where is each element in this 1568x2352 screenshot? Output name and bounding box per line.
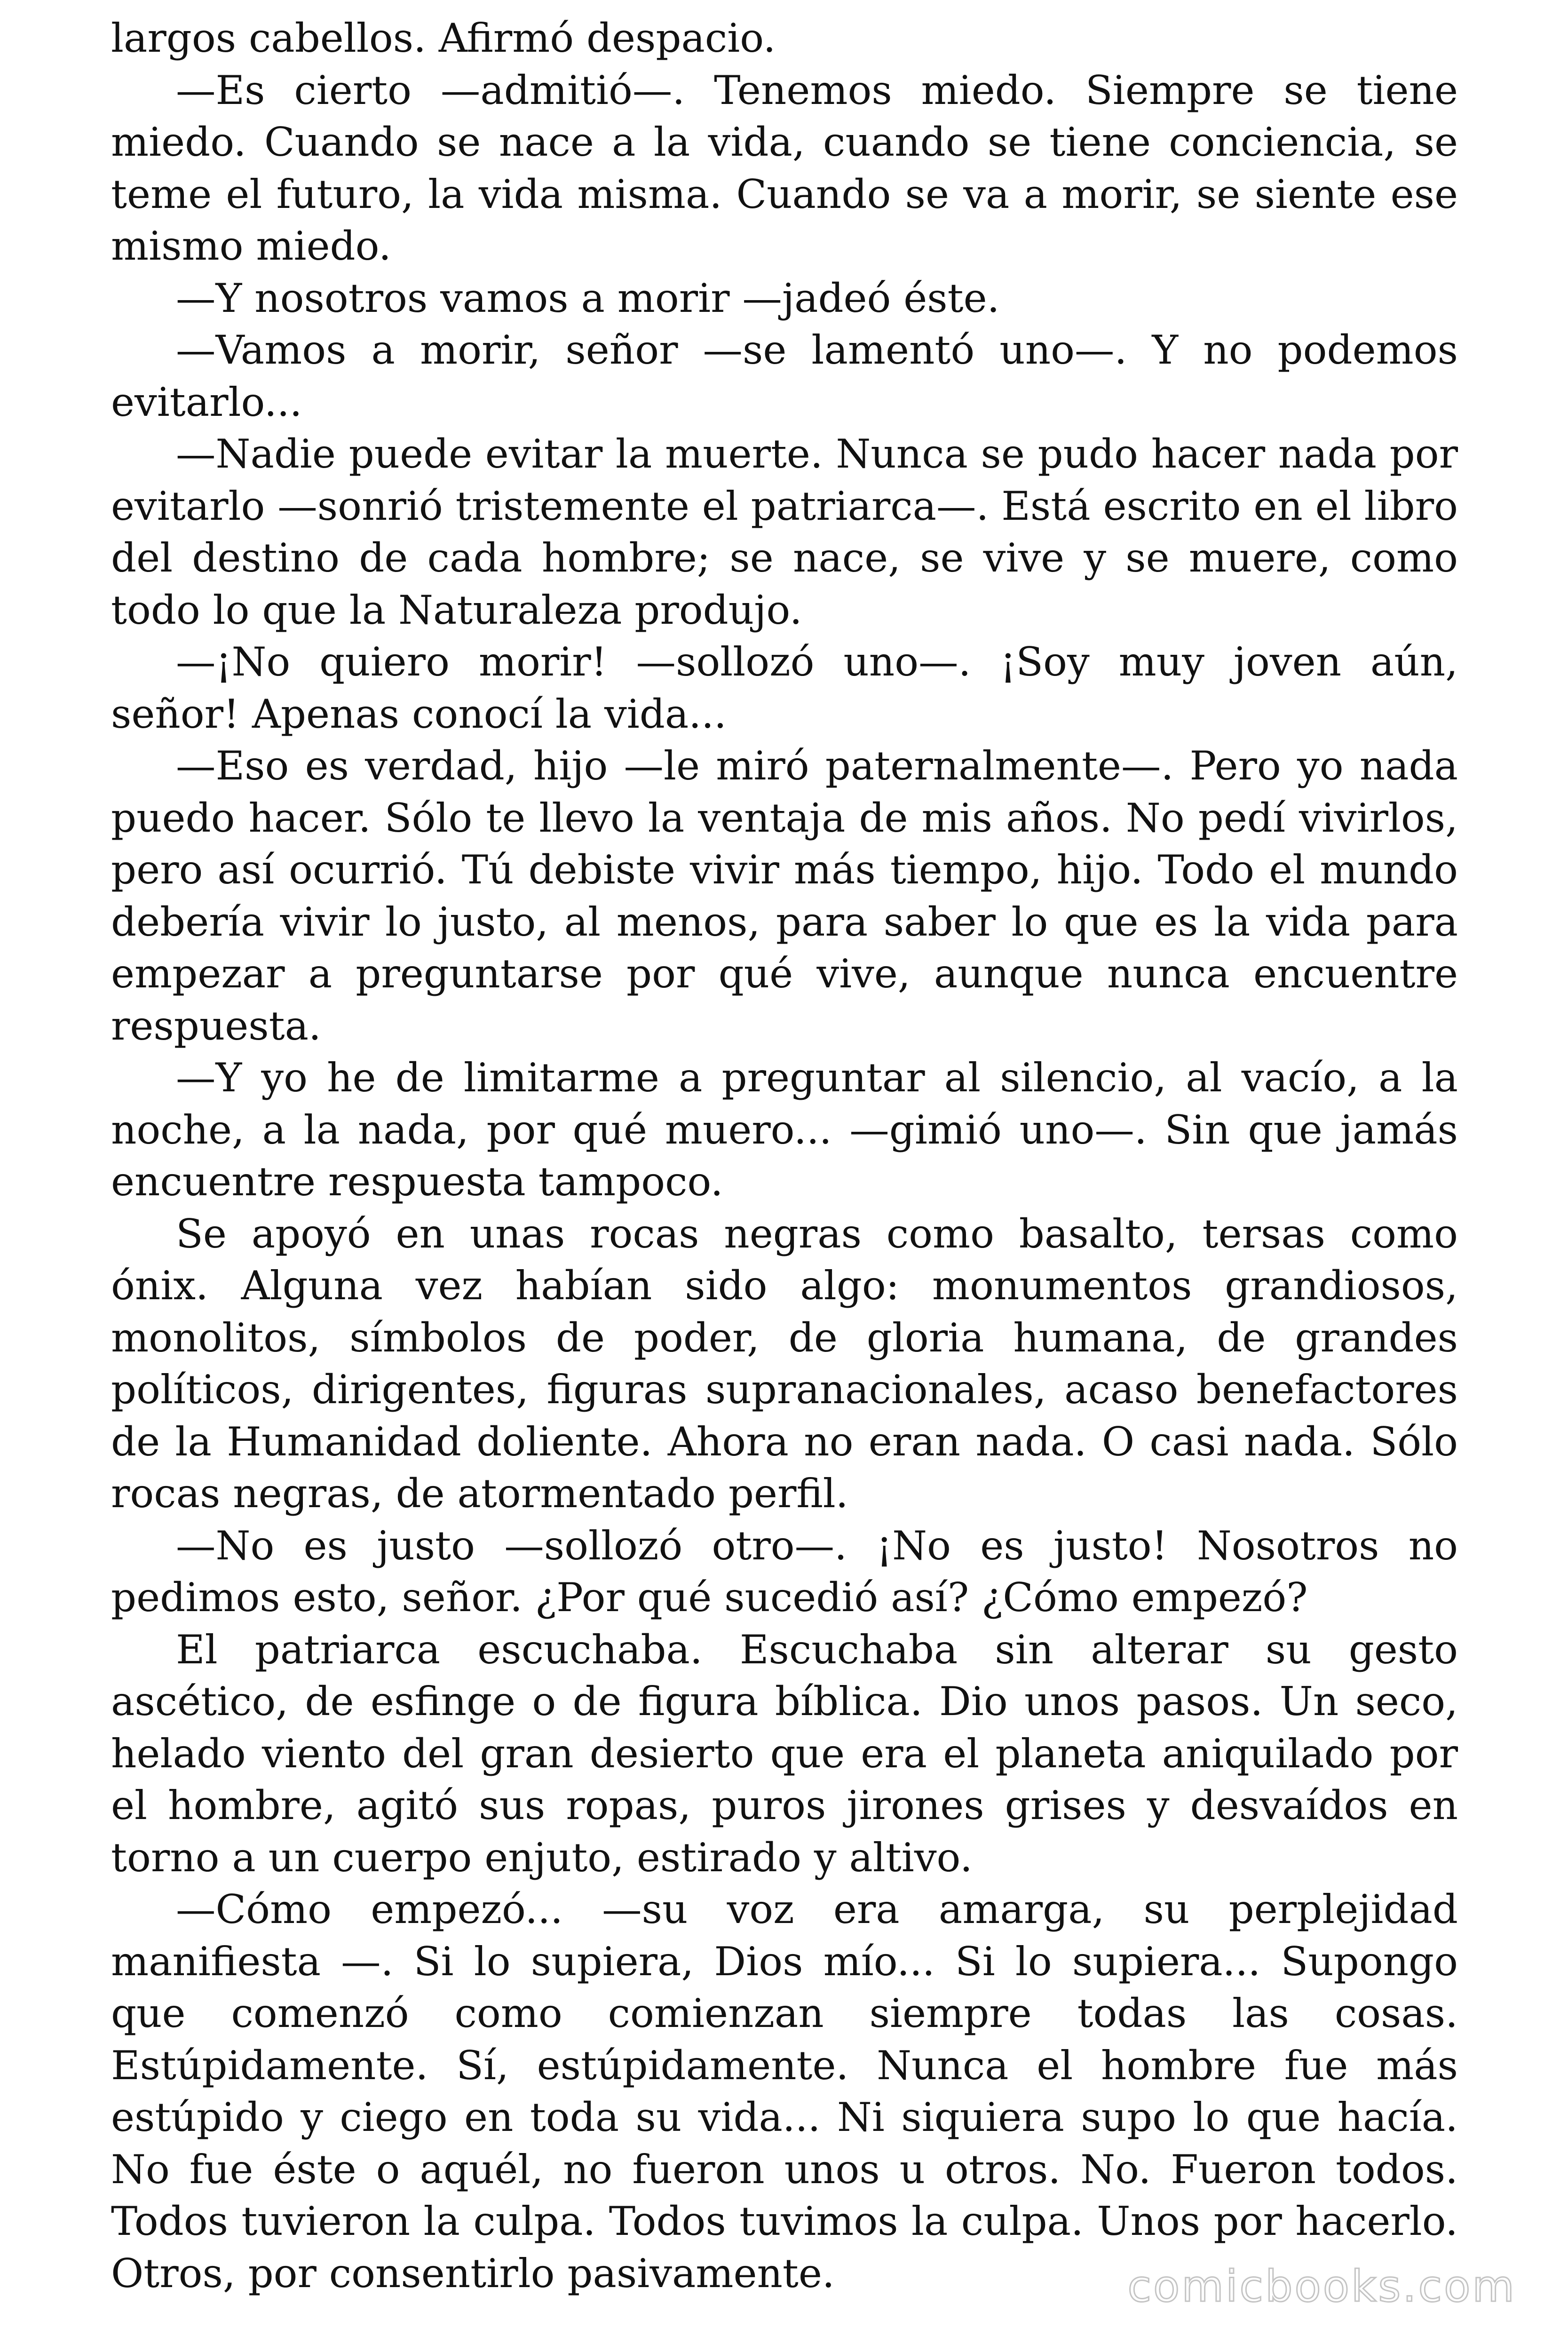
paragraph: —Y yo he de limitarme a preguntar al silencio, al vacío, a la noche, a la nada, por qué muero... —gimió uno—. Sin que jamás encuentre respuesta tampoco. <box>111 1055 1458 1205</box>
paragraph-continuation: largos cabellos. Afirmó despacio. <box>111 15 776 61</box>
paragraph: —No es justo —sollozó otro—. ¡No es justo! Nosotros no pedimos esto, señor. ¿Por qué sucedió así? ¿Cómo empezó? <box>111 1522 1458 1621</box>
paragraph: —Cómo empezó... —su voz era amarga, su perplejidad manifiesta —. Si lo supiera, Dios mío... Si lo supiera... Supongo que comenzó como comienzan siempre todas las cosas. Estúpidamente. Sí, estúpidamente. Nunca el hombre fue más estúpido y ciego en toda su vida... Ni siquiera supo lo que hacía. No fue éste o aquél, no fueron unos u otros. No. Fueron todos. Todos tuvieron la culpa. Todos tuvimos la culpa. Unos por hacerlo. Otros, por consentirlo pasivamente. <box>111 1886 1458 2296</box>
paragraph: —Y nosotros vamos a morir —jadeó éste. <box>176 275 1000 321</box>
paragraph: —Es cierto —admitió—. Tenemos miedo. Siempre se tiene miedo. Cuando se nace a la vida, cuando se tiene conciencia, se teme el futuro, la vida misma. Cuando se va a morir, se siente ese mismo miedo. <box>111 67 1458 269</box>
paragraph: —Eso es verdad, hijo —le miró paternalmente—. Pero yo nada puedo hacer. Sólo te llevo la ventaja de mis años. No pedí vivirlos, pero así ocurrió. Tú debiste vivir más tiempo, hijo. Todo el mundo debería vivir lo justo, al menos, para saber lo que es la vida para empezar a preguntarse por qué vive, aunque nunca encuentre respuesta. <box>111 743 1458 1049</box>
watermark: comicbooks.com <box>1127 2261 1516 2312</box>
page-body <box>111 12 1458 2299</box>
paragraph: —Nadie puede evitar la muerte. Nunca se pudo hacer nada por evitarlo —sonrió tristemente el patriarca—. Está escrito en el libro del destino de cada hombre; se nace, se vive y se muere, como todo lo que la Naturaleza produjo. <box>111 431 1458 633</box>
paragraph: Se apoyó en unas rocas negras como basalto, tersas como ónix. Alguna vez habían sido algo: monumentos grandiosos, monolitos, símbolos de poder, de gloria humana, de grandes políticos, dirigentes, figuras supranacionales, acaso benefactores de la Humanidad doliente. Ahora no eran nada. O casi nada. Sólo rocas negras, de atormentado perfil. <box>111 1210 1458 1517</box>
paragraph: —Vamos a morir, señor —se lamentó uno—. Y no podemos evitarlo... <box>111 327 1458 425</box>
paragraph: —¡No quiero morir! —sollozó uno—. ¡Soy muy joven aún, señor! Apenas conocí la vida... <box>111 639 1458 737</box>
paragraph: El patriarca escuchaba. Escuchaba sin alterar su gesto ascético, de esfinge o de figura bíblica. Dio unos pasos. Un seco, helado viento del gran desierto que era el planeta aniquilado por el hombre, agitó sus ropas, puros jirones grises y desvaídos en torno a un cuerpo enjuto, estirado y altivo. <box>111 1626 1458 1881</box>
